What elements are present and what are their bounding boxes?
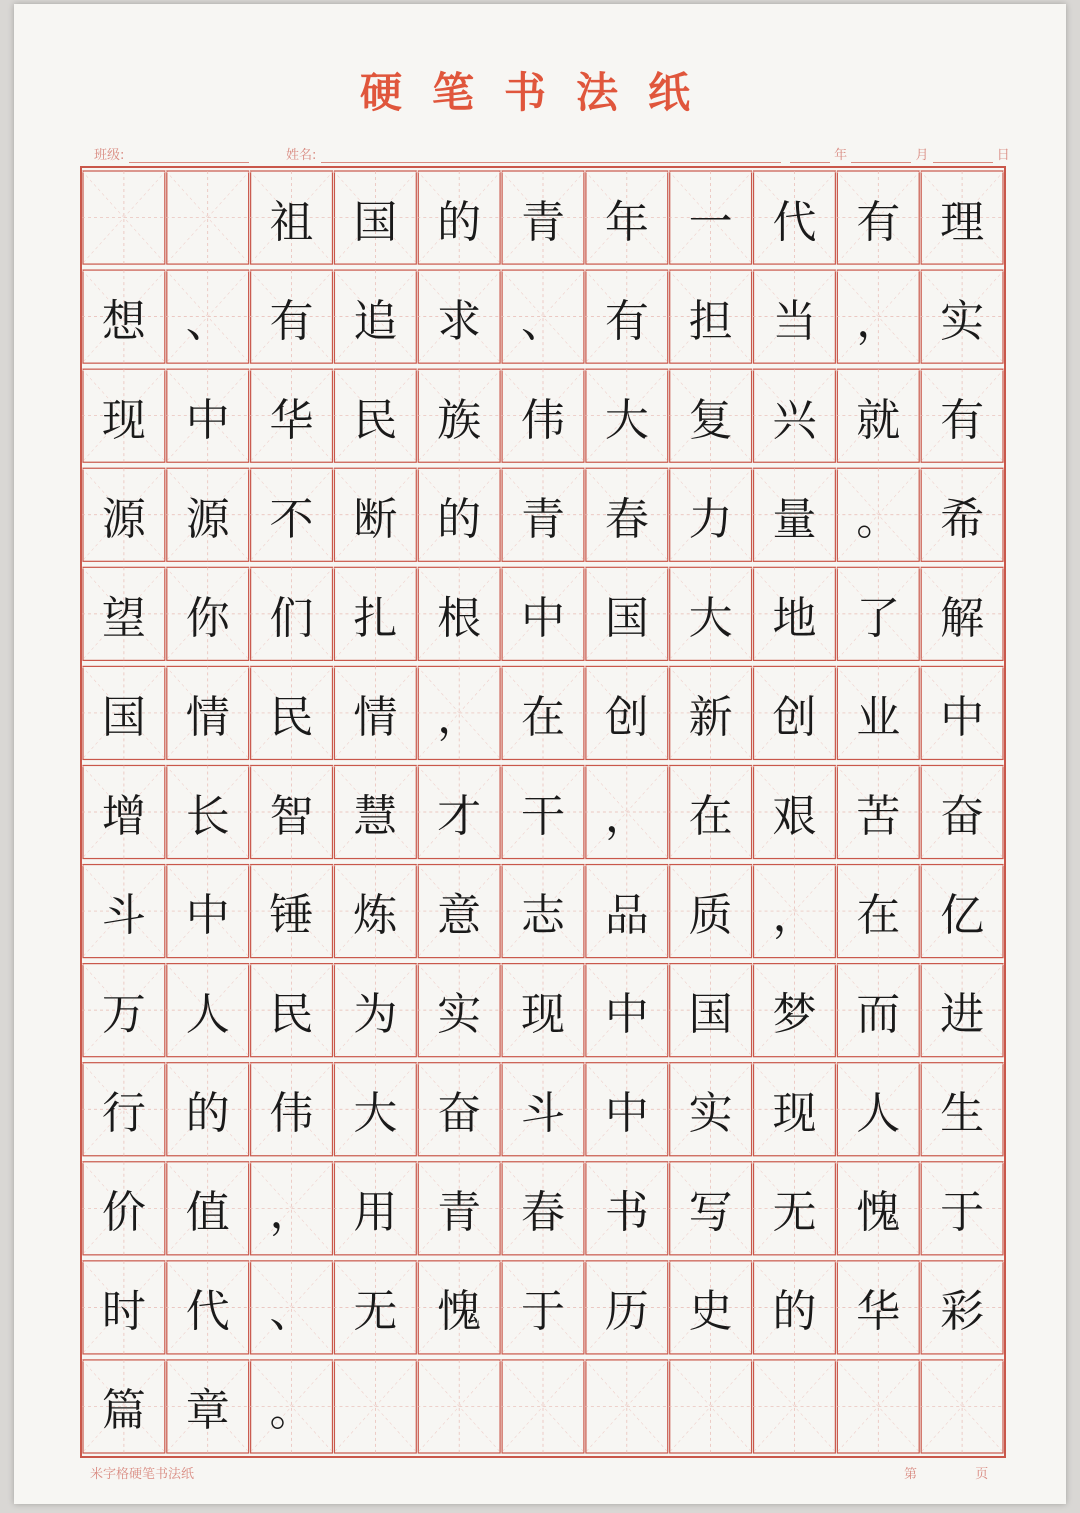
grid-character: 值 <box>185 1187 230 1239</box>
grid-character: 奋 <box>940 790 985 842</box>
day-line <box>933 148 993 163</box>
grid-character: 青 <box>520 196 565 248</box>
grid-character: 在 <box>688 790 733 842</box>
grid-character: 情 <box>353 691 398 743</box>
grid-character: 实 <box>688 1088 733 1140</box>
grid-character <box>669 1357 753 1456</box>
grid-character: 大 <box>353 1088 398 1140</box>
grid-character: 的 <box>437 493 482 545</box>
grid-character: 一 <box>688 196 733 248</box>
grid-character: 实 <box>940 295 985 347</box>
grid-character: 中 <box>185 394 230 446</box>
grid-character: 业 <box>856 691 901 743</box>
day-label: 日 <box>996 148 1010 163</box>
grid-character: 有 <box>604 295 649 347</box>
grid-character: 的 <box>185 1088 230 1140</box>
grid-character: 大 <box>604 394 649 446</box>
footer-label: 米字格硬笔书法纸 <box>90 1467 195 1482</box>
grid-character: 愧 <box>856 1187 901 1239</box>
grid-character: 。 <box>856 493 901 545</box>
grid-character: 现 <box>772 1088 817 1140</box>
class-line <box>129 148 249 163</box>
grid-character: 中 <box>185 890 230 942</box>
grid-character <box>166 168 250 267</box>
grid-character: 在 <box>520 691 565 743</box>
name-field <box>286 144 781 166</box>
grid-character: 地 <box>772 592 817 644</box>
grid-character: 于 <box>520 1286 565 1338</box>
grid-character: 行 <box>101 1088 146 1140</box>
grid-character: 华 <box>856 1286 901 1338</box>
grid-character: 扎 <box>353 592 398 644</box>
grid-character: 们 <box>269 592 314 644</box>
grid-character: 伟 <box>269 1088 314 1140</box>
grid-character: 亿 <box>940 890 985 942</box>
grid-character: 愧 <box>437 1286 482 1338</box>
grid-character: 篇 <box>101 1385 146 1437</box>
grid-character: 伟 <box>520 394 565 446</box>
grid-character: 想 <box>101 295 146 347</box>
grid-character: 春 <box>520 1187 565 1239</box>
grid-character: ， <box>772 890 817 942</box>
page-suffix: 页 <box>975 1467 989 1482</box>
grid-character: 力 <box>688 493 733 545</box>
grid-character: 民 <box>269 691 314 743</box>
grid-character <box>585 1357 669 1456</box>
class-field <box>94 144 249 166</box>
grid-character: 梦 <box>772 989 817 1041</box>
grid-character <box>417 1357 501 1456</box>
grid-character: 才 <box>437 790 482 842</box>
grid-character: 时 <box>101 1286 146 1338</box>
grid-character: 志 <box>520 890 565 942</box>
sheet-title: 硬笔书法纸 <box>359 68 720 117</box>
grid-character: 代 <box>185 1286 230 1338</box>
grid-character: 兴 <box>772 394 817 446</box>
grid-character <box>501 1357 585 1456</box>
footer-page <box>904 1463 988 1482</box>
grid-character: 中 <box>604 989 649 1041</box>
year-label: 年 <box>834 148 848 163</box>
grid-character: 章 <box>185 1385 230 1437</box>
grid-character: 锤 <box>269 890 314 942</box>
grid-character: ， <box>604 790 649 842</box>
month-label: 月 <box>915 148 929 163</box>
grid-character: 春 <box>604 493 649 545</box>
grid-character: 而 <box>856 989 901 1041</box>
grid-character: 量 <box>772 493 817 545</box>
grid-character: 的 <box>437 196 482 248</box>
grid-character: 智 <box>269 790 314 842</box>
grid-character: 实 <box>437 989 482 1041</box>
grid-character: 无 <box>353 1286 398 1338</box>
grid-character: 青 <box>520 493 565 545</box>
grid-character: 品 <box>604 890 649 942</box>
grid-character: 祖 <box>269 196 314 248</box>
character-grid <box>80 166 1006 1458</box>
grid-character <box>333 1357 417 1456</box>
grid-character: 苦 <box>856 790 901 842</box>
grid-character: 慧 <box>353 790 398 842</box>
name-line <box>321 148 781 163</box>
grid-character: 了 <box>856 592 901 644</box>
grid-character: 民 <box>353 394 398 446</box>
grid-character <box>82 168 166 267</box>
grid-character: 国 <box>688 989 733 1041</box>
grid-character: 炼 <box>353 890 398 942</box>
grid-character: 奋 <box>437 1088 482 1140</box>
grid-character: 根 <box>437 592 482 644</box>
grid-character: 青 <box>437 1187 482 1239</box>
grid-character: 增 <box>101 790 146 842</box>
grid-character: 断 <box>353 493 398 545</box>
grid-character <box>753 1357 837 1456</box>
grid-character: 不 <box>269 493 314 545</box>
grid-character: 国 <box>604 592 649 644</box>
grid-character: 中 <box>520 592 565 644</box>
grid-character: 新 <box>688 691 733 743</box>
name-label: 姓名: <box>286 148 317 163</box>
grid-character: 人 <box>185 989 230 1041</box>
grid-character: 进 <box>940 989 985 1041</box>
grid-character: 追 <box>353 295 398 347</box>
grid-character: 为 <box>353 989 398 1041</box>
grid-character: 干 <box>520 790 565 842</box>
grid-character: 意 <box>437 890 482 942</box>
grid-character: 担 <box>688 295 733 347</box>
grid-character: 求 <box>437 295 482 347</box>
grid-character <box>836 1357 920 1456</box>
date-field <box>790 144 1010 166</box>
grid-character: 复 <box>688 394 733 446</box>
grid-character: 有 <box>940 394 985 446</box>
grid-character: 国 <box>353 196 398 248</box>
grid-character: 、 <box>520 295 565 347</box>
grid-character: 价 <box>101 1187 146 1239</box>
grid-character: 创 <box>772 691 817 743</box>
grid-character: ， <box>269 1187 314 1239</box>
grid-character: 质 <box>688 890 733 942</box>
grid-character: 。 <box>269 1385 314 1437</box>
grid-character: 源 <box>185 493 230 545</box>
grid-character: 创 <box>604 691 649 743</box>
class-label: 班级: <box>94 148 125 163</box>
grid-character: 写 <box>688 1187 733 1239</box>
grid-character: 彩 <box>940 1286 985 1338</box>
grid-character: 大 <box>688 592 733 644</box>
grid-character: 望 <box>101 592 146 644</box>
year-line <box>790 148 830 163</box>
grid-character: 用 <box>353 1187 398 1239</box>
grid-character: 斗 <box>520 1088 565 1140</box>
grid-character: 就 <box>856 394 901 446</box>
grid-character: 年 <box>604 196 649 248</box>
month-line <box>851 148 911 163</box>
grid-character: 族 <box>437 394 482 446</box>
grid-character: 在 <box>856 890 901 942</box>
grid-character: 有 <box>856 196 901 248</box>
grid-character: 历 <box>604 1286 649 1338</box>
grid-character: 万 <box>101 989 146 1041</box>
grid-character: 长 <box>185 790 230 842</box>
grid-character: 源 <box>101 493 146 545</box>
grid-character: 、 <box>185 295 230 347</box>
grid-character: 艰 <box>772 790 817 842</box>
grid-character: ， <box>437 691 482 743</box>
grid-character: 现 <box>520 989 565 1041</box>
grid-character: 代 <box>772 196 817 248</box>
grid-character: 民 <box>269 989 314 1041</box>
grid-character: 希 <box>940 493 985 545</box>
grid-character: 中 <box>604 1088 649 1140</box>
grid-character: 于 <box>940 1187 985 1239</box>
grid-character: 中 <box>940 691 985 743</box>
grid-character: 斗 <box>101 890 146 942</box>
grid-character: 华 <box>269 394 314 446</box>
grid-character: 史 <box>688 1286 733 1338</box>
grid-character: ， <box>856 295 901 347</box>
grid-character: 、 <box>269 1286 314 1338</box>
grid-character: 理 <box>940 196 985 248</box>
grid-character: 你 <box>185 592 230 644</box>
grid-character: 生 <box>940 1088 985 1140</box>
grid-character: 现 <box>101 394 146 446</box>
grid-character <box>920 1357 1004 1456</box>
grid-character: 国 <box>101 691 146 743</box>
grid-character: 有 <box>269 295 314 347</box>
grid-character: 解 <box>940 592 985 644</box>
grid-character: 情 <box>185 691 230 743</box>
page-prefix: 第 <box>904 1467 918 1482</box>
grid-character: 人 <box>856 1088 901 1140</box>
grid-character: 无 <box>772 1187 817 1239</box>
grid-character: 书 <box>604 1187 649 1239</box>
grid-character: 当 <box>772 295 817 347</box>
grid-character: 的 <box>772 1286 817 1338</box>
